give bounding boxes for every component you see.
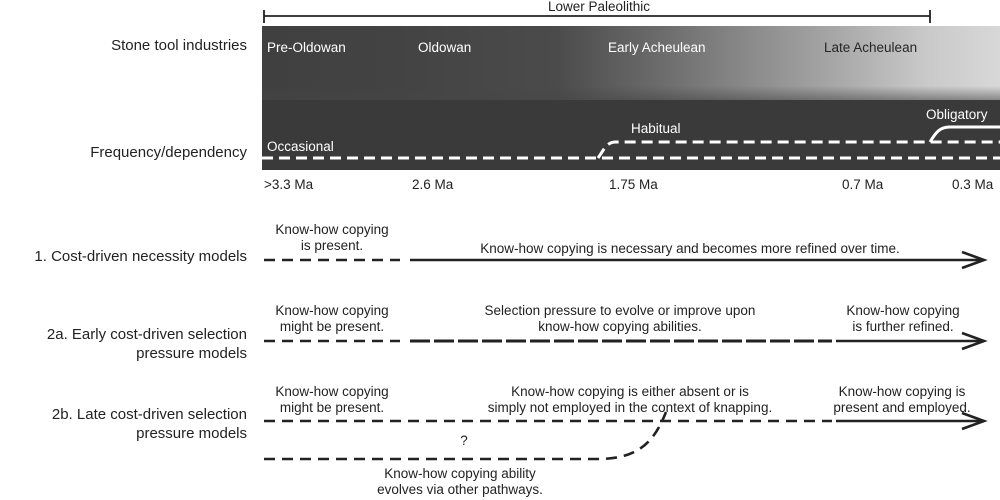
time-tick: 0.7 Ma: [842, 177, 884, 192]
model-2b-note: Know-how copying might be present.: [275, 384, 389, 415]
model-2b-note: Know-how copying is either absent or is simply not employed in the context of knapping.: [487, 384, 773, 415]
model-2b-name: 2b. Late cost-driven selection pressure models: [51, 406, 247, 442]
model-2b-lines: [264, 412, 984, 459]
model-2b-note: Know-how copying ability evolves via other pathways.: [377, 466, 543, 497]
model-2b-note: Know-how copying is present and employed.: [833, 384, 971, 415]
model-2a-note: Selection pressure to evolve or improve upon know-how copying abilities.: [484, 303, 756, 334]
model-2a-note: Know-how copying is further refined.: [846, 303, 960, 334]
time-tick: 1.75 Ma: [609, 177, 658, 192]
model-2a-note: Know-how copying might be present.: [275, 303, 389, 334]
model-1-note: Know-how copying is necessary and becomes more refined over time.: [480, 241, 900, 256]
time-tick: >3.3 Ma: [264, 177, 314, 192]
row-label-frequency: Frequency/dependency: [90, 144, 247, 161]
industry-label: Late Acheulean: [824, 40, 918, 55]
row-label-industries: Stone tool industries: [111, 37, 247, 54]
time-tick: 0.3 Ma: [952, 177, 994, 192]
model-2b-question-mark: ?: [460, 433, 468, 448]
model-1-note: Know-how copying is present.: [275, 222, 389, 253]
industry-label: Oldowan: [418, 40, 472, 55]
time-tick: 2.6 Ma: [412, 177, 454, 192]
frequency-level-label: Occasional: [267, 139, 334, 154]
frequency-level-label: Obligatory: [926, 107, 988, 122]
industry-label: Pre-Oldowan: [267, 40, 346, 55]
model-2a-name: 2a. Early cost-driven selection pressure models: [46, 326, 247, 362]
period-label: Lower Paleolithic: [547, 0, 651, 14]
industry-label: Early Acheulean: [608, 40, 706, 55]
model-2a-lines: [264, 333, 984, 349]
model-1-name: 1. Cost-driven necessity models: [34, 248, 247, 265]
frequency-level-label: Habitual: [631, 121, 681, 136]
